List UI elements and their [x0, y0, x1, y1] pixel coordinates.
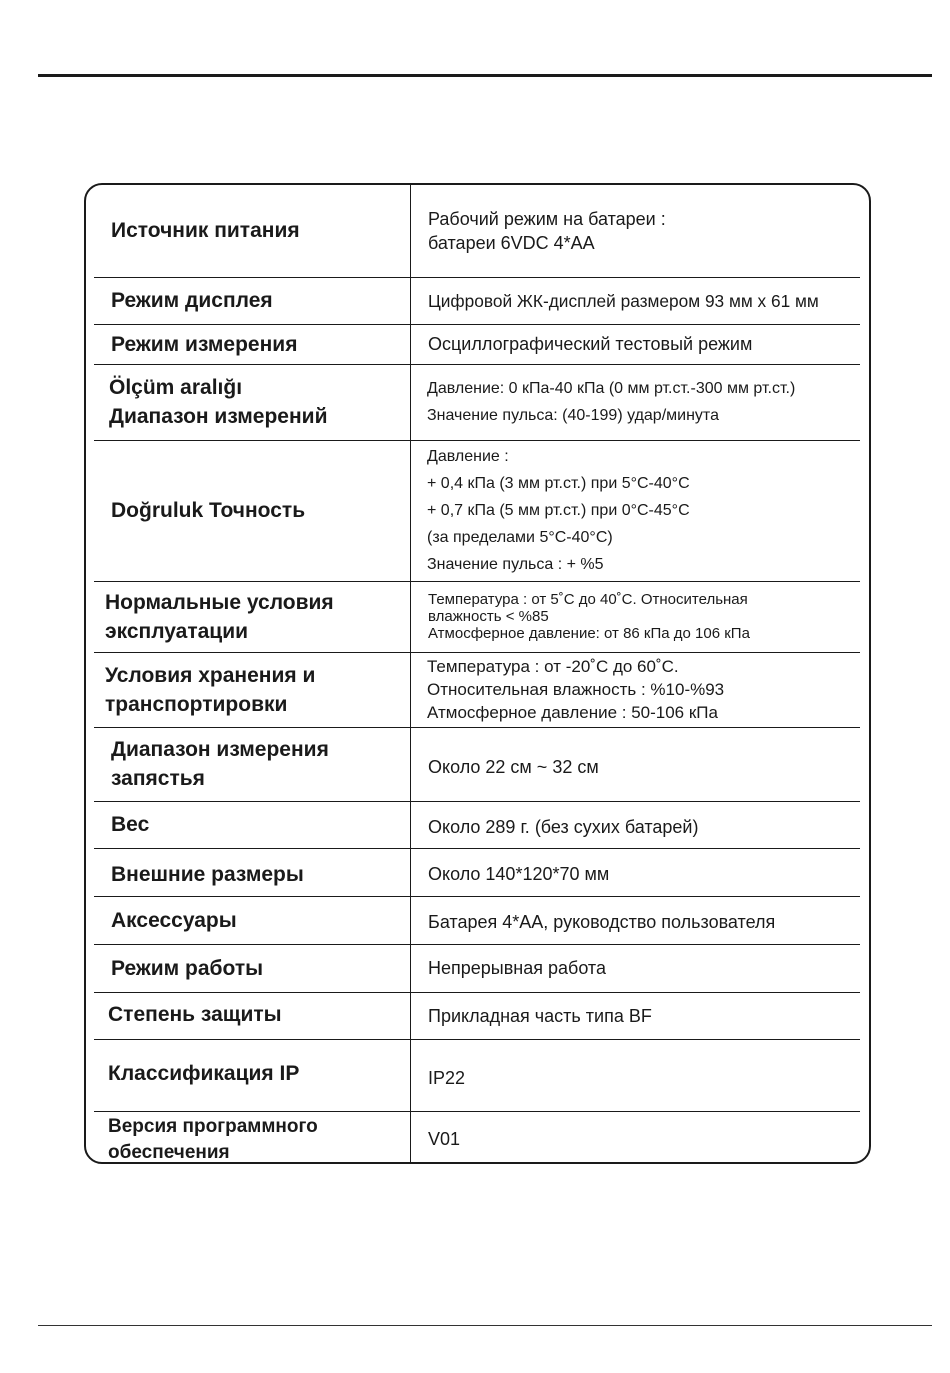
- spec-label-display-mode: Режим дисплея: [111, 289, 273, 312]
- spec-value-measurement-range: Давление: 0 кПа-40 кПа (0 мм рт.ст.-300 мм рт.ст.) Значение пульса: (40-199) удар/минута: [427, 380, 796, 424]
- column-divider: [410, 183, 411, 1164]
- spec-label-measurement-mode: Режим измерения: [111, 332, 298, 356]
- spec-label-measurement-range: Ölçüm aralığı Диапазон измерений: [109, 376, 328, 428]
- spec-label-power-source: Источник питания: [111, 219, 300, 242]
- spec-label-dimensions: Внешние размеры: [111, 862, 304, 886]
- spec-value-operation-mode: Непрерывная работа: [428, 958, 606, 978]
- spec-label-software-version: Версия программного обеспечения: [108, 1115, 318, 1163]
- spec-value-accessories: Батарея 4*AA, руководство пользователя: [428, 912, 776, 932]
- spec-value-protection-degree: Прикладная часть типа BF: [428, 1005, 652, 1026]
- spec-label-protection-degree: Степень защиты: [108, 1003, 282, 1026]
- spec-label-weight: Вес: [111, 813, 150, 836]
- spec-label-ip-classification: Классификация IP: [108, 1061, 300, 1085]
- spec-label-storage-conditions: Условия хранения и транспортировки: [105, 663, 316, 716]
- footer-rule: [38, 1325, 932, 1326]
- spec-value-measurement-mode: Осциллографический тестовый режим: [428, 334, 753, 354]
- spec-label-accessories: Аксессуары: [111, 908, 237, 932]
- spec-value-dimensions: Около 140*120*70 мм: [428, 864, 610, 884]
- spec-value-wrist-range: Около 22 см ~ 32 см: [428, 756, 599, 777]
- spec-label-wrist-range: Диапазон измерения запястья: [111, 738, 329, 790]
- spec-value-software-version: V01: [428, 1128, 461, 1149]
- header-rule: [38, 74, 932, 77]
- spec-value-ip-classification: IP22: [428, 1067, 466, 1088]
- spec-label-accuracy: Doğruluk Точность: [111, 499, 306, 522]
- spec-value-storage-conditions: Температура : от -20˚С до 60˚С. Относительная влажность : %10-%93 Атмосферное давление : 50-106 кПа: [427, 657, 725, 722]
- spec-value-display-mode: Цифровой ЖК-дисплей размером 93 мм x 61 мм: [428, 290, 819, 311]
- spec-value-accuracy: Давление : + 0,4 кПа (3 мм рт.ст.) при 5°C-40°C + 0,7 кПа (5 мм рт.ст.) при 0°C-45°C (за пределами 5°C-40°C) Значение пульса : + %5: [427, 448, 690, 573]
- spec-value-operating-conditions: Температура : от 5˚С до 40˚С. Относительная влажность < %85 Атмосферное давление: от 86 кПа до 106 кПа: [428, 591, 750, 642]
- spec-label-operation-mode: Режим работы: [111, 956, 264, 980]
- spec-value-weight: Около 289 г. (без сухих батарей): [428, 817, 699, 837]
- spec-label-operating-conditions: Нормальные условия эксплуатации: [105, 590, 334, 643]
- spec-value-power-source: Рабочий режим на батареи : батареи 6VDC 4*AA: [428, 208, 666, 253]
